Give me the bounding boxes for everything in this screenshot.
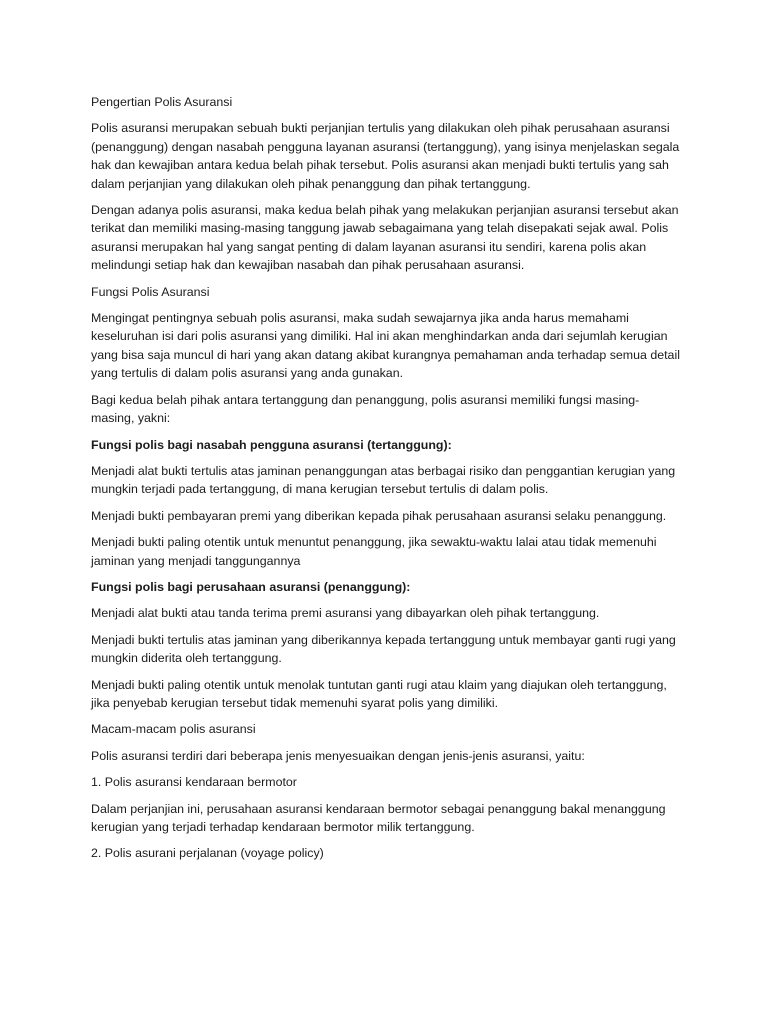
paragraph: Mengingat pentingnya sebuah polis asuransi, maka sudah sewajarnya jika anda harus memahami keseluruhan isi dari polis asuransi yang dimiliki. Hal ini akan menghindarkan anda dari sejumlah kerugian yang bisa saja muncul di hari yang akan datang akibat kurangnya pemahaman anda terhadap semua detail yang tertulis di dalam polis asuransi yang anda gunakan. xyxy=(91,311,680,381)
paragraph: Bagi kedua belah pihak antara tertanggung dan penanggung, polis asuransi memiliki fungsi masing-masing, yakni: xyxy=(91,392,640,426)
document-body xyxy=(91,93,681,871)
paragraph: Menjadi bukti pembayaran premi yang diberikan kepada pihak perusahaan asuransi selaku penanggung. xyxy=(91,508,667,523)
paragraph: Menjadi alat bukti atau tanda terima premi asuransi yang dibayarkan oleh pihak tertanggung. xyxy=(91,606,600,621)
subheading-penanggung: Fungsi polis bagi perusahaan asuransi (penanggung): xyxy=(91,579,411,594)
paragraph: Menjadi bukti paling otentik untuk menolak tuntutan ganti rugi atau klaim yang diajukan oleh tertanggung, jika penyebab kerugian tersebut tidak memenuhi syarat polis yang dimiliki. xyxy=(91,677,667,710)
heading-macam: Macam-macam polis asuransi xyxy=(91,722,256,737)
list-heading-perjalanan: 2. Polis asurani perjalanan (voyage policy) xyxy=(91,846,324,861)
paragraph: Dengan adanya polis asuransi, maka kedua belah pihak yang melakukan perjanjian asuransi tersebut akan terikat dan memiliki masing-masing tanggung jawab sebagaimana yang telah disepakati sejak awal. Polis asuransi merupakan hal yang sangat penting di dalam layanan asuransi itu sendiri, karena polis akan melindungi setiap hak dan kewajiban nasabah dan pihak perusahaan asuransi. xyxy=(91,203,679,273)
list-heading-kendaraan: 1. Polis asuransi kendaraan bermotor xyxy=(91,775,297,790)
paragraph: Menjadi bukti tertulis atas jaminan yang diberikannya kepada tertanggung untuk membayar ganti rugi yang mungkin diderita oleh tertanggung. xyxy=(91,632,676,666)
paragraph: Polis asuransi merupakan sebuah bukti perjanjian tertulis yang dilakukan oleh pihak perusahaan asuransi (penanggung) dengan nasabah pengguna layanan asuransi (tertanggung), yang isinya menjelaskan segala hak dan kewajiban antara kedua belah pihak tersebut. Polis asuransi akan menjadi bukti tertulis yang sah dalam perjanjian yang dilakukan oleh pihak penanggung dan pihak tertanggung. xyxy=(91,121,680,191)
paragraph: Polis asuransi terdiri dari beberapa jenis menyesuaikan dengan jenis-jenis asuransi, yaitu: xyxy=(91,748,585,763)
paragraph: Menjadi bukti paling otentik untuk menuntut penanggung, jika sewaktu-waktu lalai atau tidak memenuhi jaminan yang menjadi tanggungannya xyxy=(91,535,657,568)
heading-fungsi: Fungsi Polis Asuransi xyxy=(91,284,210,299)
heading-pengertian: Pengertian Polis Asuransi xyxy=(91,95,233,109)
paragraph: Dalam perjanjian ini, perusahaan asuransi kendaraan bermotor sebagai penanggung bakal menanggung kerugian yang terjadi terhadap kendaraan bermotor milik tertanggung. xyxy=(91,801,666,834)
paragraph: Menjadi alat bukti tertulis atas jaminan penanggungan atas berbagai risiko dan penggantian kerugian yang mungkin terjadi pada tertanggung, di mana kerugian tersebut tertulis di dalam polis. xyxy=(91,463,676,497)
subheading-tertanggung: Fungsi polis bagi nasabah pengguna asuransi (tertanggung): xyxy=(91,437,452,452)
